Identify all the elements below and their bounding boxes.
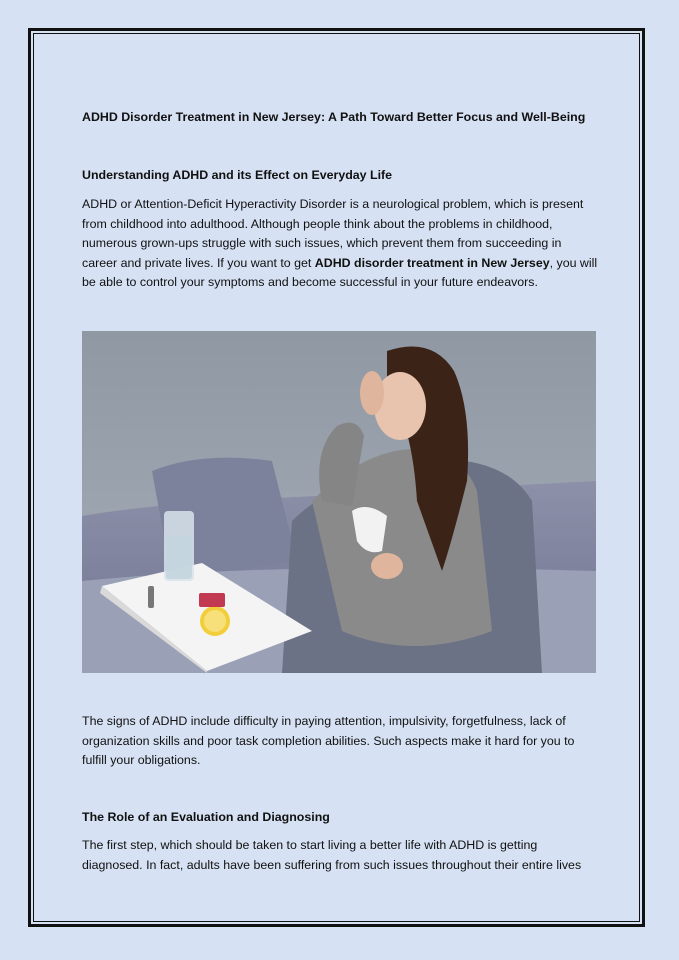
- intro-paragraph: [82, 195, 598, 293]
- intro-text-bold: ADHD disorder treatment in New Jersey: [314, 255, 550, 270]
- intro-text-start: ADHD or Attention-Deficit Hyperactivity Disorder is a neurological problem, which is present from childhood into adulthood. Although people think about the problems in childhood, numerous grown-ups struggle with such issues, which prevent them from succeeding in career and private lives. If you want to get: [82, 197, 584, 270]
- evaluation-paragraph: The first step, which should be taken to start living a better life with ADHD is getting diagnosed. In fact, adults have been suffering from such issues throughout their entire lives: [82, 838, 582, 872]
- intro-text-end: , you will be able to control your symptoms and become successful in your future endeavors.: [82, 255, 598, 290]
- section-heading-understanding: Understanding ADHD and its Effect on Everyday Life: [82, 168, 393, 182]
- section-heading-evaluation: The Role of an Evaluation and Diagnosing: [82, 810, 330, 824]
- symptoms-paragraph: The signs of ADHD include difficulty in paying attention, impulsivity, forgetfulness, lack of organization skills and poor task completion abilities. Such aspects make it hard for you to fulfill your obligations.: [82, 714, 575, 768]
- woman-headache-photo: [82, 331, 596, 673]
- document-title: ADHD Disorder Treatment in New Jersey: A Path Toward Better Focus and Well-Being: [82, 110, 586, 124]
